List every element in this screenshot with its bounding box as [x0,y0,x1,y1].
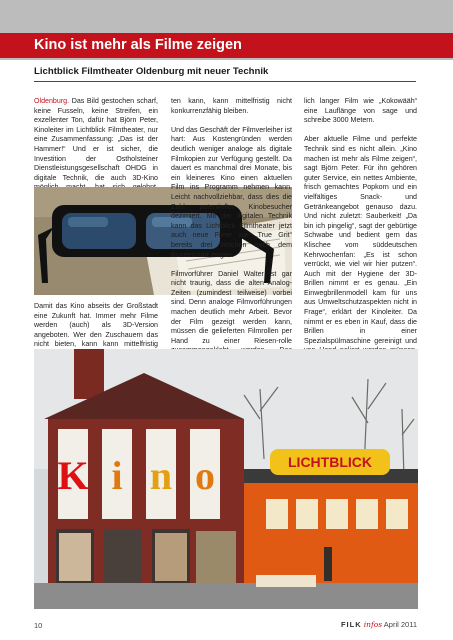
page-number: 10 [34,621,43,630]
paragraph: Damit das Kino abseits der Großstadt eine Zukunft hat. Immer mehr Filme werden (auch) als 3D-Version angeboten. Wer den Zuschauern das nicht bieten, kann kann mittelfristig [34,302,158,349]
paragraph: ten kann, kann mittelfristig nicht konkurrenzfähig bleiben. [171,97,292,115]
dateline: Oldenburg. [34,97,70,105]
paragraph-text: Das Bild gestochen scharf, keine Fusseln, keine Streifen, ein exzellenter Ton, dafür hat Björn Peter, Kinoleiter im Lichtblick Filmtheater, nur eine Zusammenfassung: „Das ist der Hammer!“ Und er ist sicher, die Investition der Ostholsteiner Dienstleistungsgesellschaft OHDG in digitale Technik, die auch 3D-Kino [34,97,158,182]
brand-film: FILK [340,620,362,629]
subtitle-rule [34,81,416,82]
magazine-brand [341,620,417,629]
paragraph: lich langer Film wie „Kokowääh“ eine Lauflänge von sage und schreibe 3000 Metern. [304,97,417,125]
brand-info: infos [363,620,383,629]
paragraph: Aber aktuelle Filme und perfekte Technik sind es nicht allein. „Kino machen ist mehr als Filme zeigen“, sagt Björn Peter. Für ihn gehören guter Service, ein nettes Ambiente, frisch gemachtes Popkorn und ein vielfältiges Snack- und Getränkeangebot genauso dazu. Und nicht zuletzt: Sauberkeit! „Da bin ich pingelig“, sagt der gebürtige Schwabe und bedient gern das Klischee vom süddeutschen Kehrwochenfan: „Es ist schon verrückt, wie viel wir hier putzen“. Auch mit der Hygiene der 3D-Brillen nimmt er es genau. „Ein Einwegbrillenmodell kam für uns aus Umweltschutzaspekten nicht in Frage“, erklärt der Kinoleiter. Da nimmt er es eben in Kauf, dass die Brillen in einer Spezialspülmaschine gereinigt und [304,135,417,345]
facade-letter: i [111,453,123,498]
facade-letter: n [149,453,173,498]
paragraph: Filmvorführer Daniel Walter ist gar nicht traurig, dass die alten Analog-Zeiten (zumindest teilweise) vorbei sind. Denn analoge Filmvorführungen machen deutlich mehr Arbeit. Bevor der Film gezeigt werden kann, müssen die gelieferten Filmrollen per Hand zu einer Riesen-rolle [171,269,292,345]
paragraph: Und das Geschäft der Filmverleiher ist hart: Aus Kostengründen werden deutlich weniger analoge als digitale Filmkopien zur Verfügung gestellt. Da dauert es manchmal drei Monate, bis ein kleineres Kino einen aktuellen Film ins Programm nehmen kann. Leicht nachvollziehbar, dass dies die Zahl potentieller Kinobesucher dezimiert. Mit der digitalen Technik kann das Lichtblick Filmtheater jetzt auch neue Filme wie „True Grit“ bereits drei Wochen nach dem Bundesstart zeigen. [171,125,292,259]
photo-cinema-building [34,349,418,609]
facade-letter: o [195,453,215,498]
cinema-building-illustration [34,349,418,609]
cinema-sign-text: LICHTBLICK [288,454,372,470]
facade-letter: K [57,453,89,498]
article-title: Kino ist mehr als Filme zeigen [34,37,242,53]
issue-date: April 2011 [383,620,417,629]
article-subtitle: Lichtblick Filmtheater Oldenburg mit neuer Technik [34,66,269,77]
